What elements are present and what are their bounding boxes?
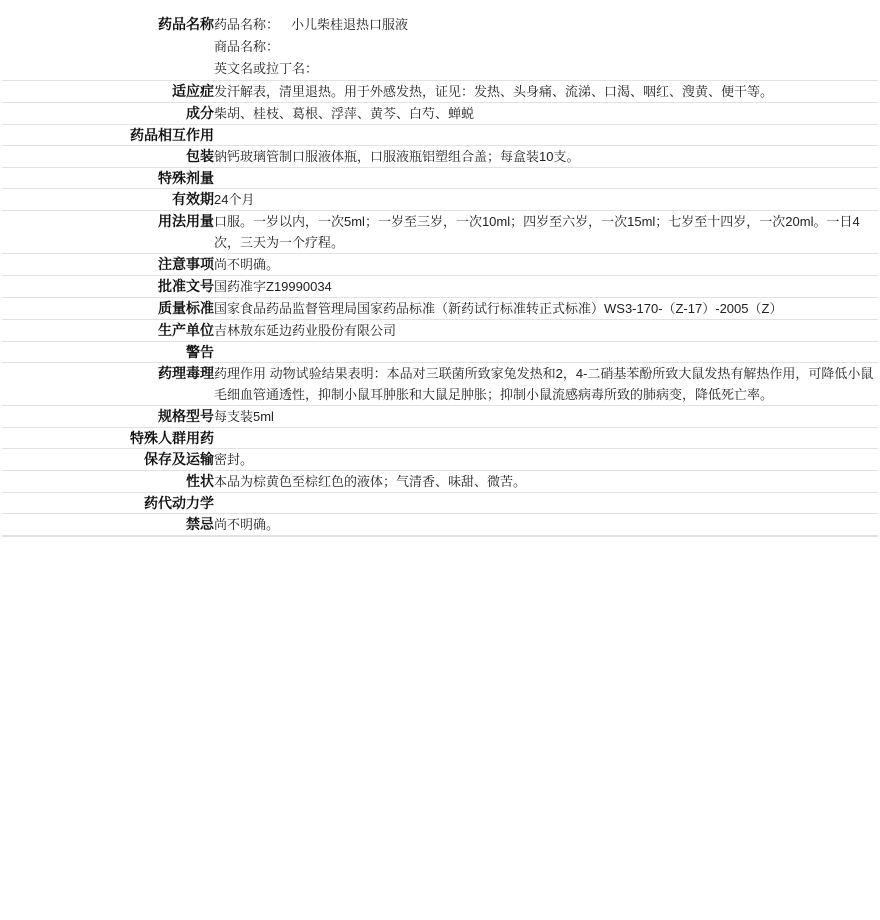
row-label: 成分 bbox=[186, 105, 214, 121]
table-row bbox=[2, 320, 878, 342]
table-row bbox=[2, 471, 878, 493]
row-label: 药理毒理 bbox=[158, 365, 214, 381]
table-row bbox=[2, 211, 878, 254]
bottom-rule bbox=[2, 536, 878, 537]
table-row bbox=[2, 493, 878, 514]
table-row bbox=[2, 103, 878, 125]
table-row bbox=[2, 514, 878, 536]
row-value bbox=[214, 298, 878, 320]
table-row bbox=[2, 449, 878, 471]
row-subline-value: 小儿柴桂退热口服液 bbox=[291, 17, 409, 32]
table-row bbox=[2, 189, 878, 211]
row-value bbox=[214, 471, 878, 493]
row-value bbox=[214, 320, 878, 342]
table-row bbox=[2, 168, 878, 189]
table-row bbox=[2, 125, 878, 146]
row-label: 包装 bbox=[186, 148, 214, 164]
row-subline-key: 商品名称： bbox=[214, 39, 280, 54]
row-label: 特殊人群用药 bbox=[130, 430, 214, 446]
table-row bbox=[2, 14, 878, 81]
row-value bbox=[214, 406, 878, 428]
row-value bbox=[214, 428, 878, 449]
row-subline bbox=[214, 58, 878, 80]
row-value bbox=[214, 81, 878, 103]
row-value-text: 口服。一岁以内，一次5ml；一岁至三岁，一次10ml；四岁至六岁，一次15ml；七岁至十四岁，一次20ml。一日4次，三天为一个疗程。 bbox=[214, 214, 860, 250]
row-value bbox=[214, 14, 878, 81]
row-value bbox=[214, 103, 878, 125]
row-value bbox=[214, 211, 878, 254]
row-value-text: 密封。 bbox=[214, 452, 254, 467]
row-value bbox=[214, 254, 878, 276]
row-label: 药品相互作用 bbox=[130, 127, 214, 143]
drug-info-table-body bbox=[2, 14, 878, 536]
row-label: 禁忌 bbox=[186, 516, 214, 532]
row-label: 生产单位 bbox=[158, 322, 214, 338]
row-value bbox=[214, 146, 878, 168]
row-value-text: 尚不明确。 bbox=[214, 517, 280, 532]
row-label: 批准文号 bbox=[158, 278, 214, 294]
row-value bbox=[214, 168, 878, 189]
table-row bbox=[2, 428, 878, 449]
row-subline-key: 药品名称： bbox=[214, 17, 280, 32]
table-row bbox=[2, 406, 878, 428]
row-subline bbox=[214, 14, 878, 36]
row-label: 特殊剂量 bbox=[158, 170, 214, 186]
drug-info-table bbox=[2, 14, 878, 536]
row-value-text: 本品为棕黄色至棕红色的液体；气清香、味甜、微苦。 bbox=[214, 474, 527, 489]
table-row bbox=[2, 254, 878, 276]
row-label: 用法用量 bbox=[158, 213, 214, 229]
row-label: 性状 bbox=[186, 473, 214, 489]
row-value bbox=[214, 342, 878, 363]
table-row bbox=[2, 298, 878, 320]
row-label: 注意事项 bbox=[158, 256, 214, 272]
row-value-text: 每支装5ml bbox=[214, 409, 274, 424]
row-value bbox=[214, 514, 878, 536]
table-row bbox=[2, 146, 878, 168]
row-value bbox=[214, 189, 878, 211]
table-row bbox=[2, 276, 878, 298]
row-label: 保存及运输 bbox=[144, 451, 214, 467]
row-label: 规格型号 bbox=[158, 408, 214, 424]
top-spacer bbox=[0, 0, 880, 14]
row-value-text: 发汗解表，清里退热。用于外感发热，证见：发热、头身痛、流涕、口渴、咽红、溲黄、便干等。 bbox=[214, 84, 774, 99]
row-value bbox=[214, 125, 878, 146]
row-label: 适应症 bbox=[172, 83, 214, 99]
row-value-text: 柴胡、桂枝、葛根、浮萍、黄芩、白芍、蝉蜕 bbox=[214, 106, 475, 121]
table-row bbox=[2, 342, 878, 363]
row-value bbox=[214, 363, 878, 406]
row-value bbox=[214, 493, 878, 514]
row-label: 质量标准 bbox=[158, 300, 214, 316]
row-value-text: 24个月 bbox=[214, 192, 255, 207]
row-value-text: 国药准字Z19990034 bbox=[214, 279, 332, 294]
row-value-text: 国家食品药品监督管理局国家药品标准（新药试行标准转正式标准）WS3-170-（Z-17）-2005（Z） bbox=[214, 301, 783, 316]
row-subline-key: 英文名或拉丁名： bbox=[214, 61, 319, 76]
row-label: 有效期 bbox=[172, 191, 214, 207]
row-subline bbox=[214, 36, 878, 58]
row-label: 警告 bbox=[186, 344, 214, 360]
row-value-text: 钠钙玻璃管制口服液体瓶，口服液瓶铝塑组合盖；每盒装10支。 bbox=[214, 149, 580, 164]
row-value bbox=[214, 276, 878, 298]
row-value-text: 吉林敖东延边药业股份有限公司 bbox=[214, 323, 397, 338]
row-label: 药品名称 bbox=[158, 16, 214, 32]
row-label: 药代动力学 bbox=[144, 495, 214, 511]
row-value bbox=[214, 449, 878, 471]
row-value-text: 药理作用 动物试验结果表明：本品对三联菌所致家兔发热和2，4-二硝基苯酚所致大鼠发热有解热作用，可降低小鼠毛细血管通透性，抑制小鼠耳肿胀和大鼠足肿胀；抑制小鼠流感病毒所致的肺病变，降低死亡率。 bbox=[214, 366, 874, 402]
row-value-text: 尚不明确。 bbox=[214, 257, 280, 272]
table-row bbox=[2, 81, 878, 103]
table-row bbox=[2, 363, 878, 406]
